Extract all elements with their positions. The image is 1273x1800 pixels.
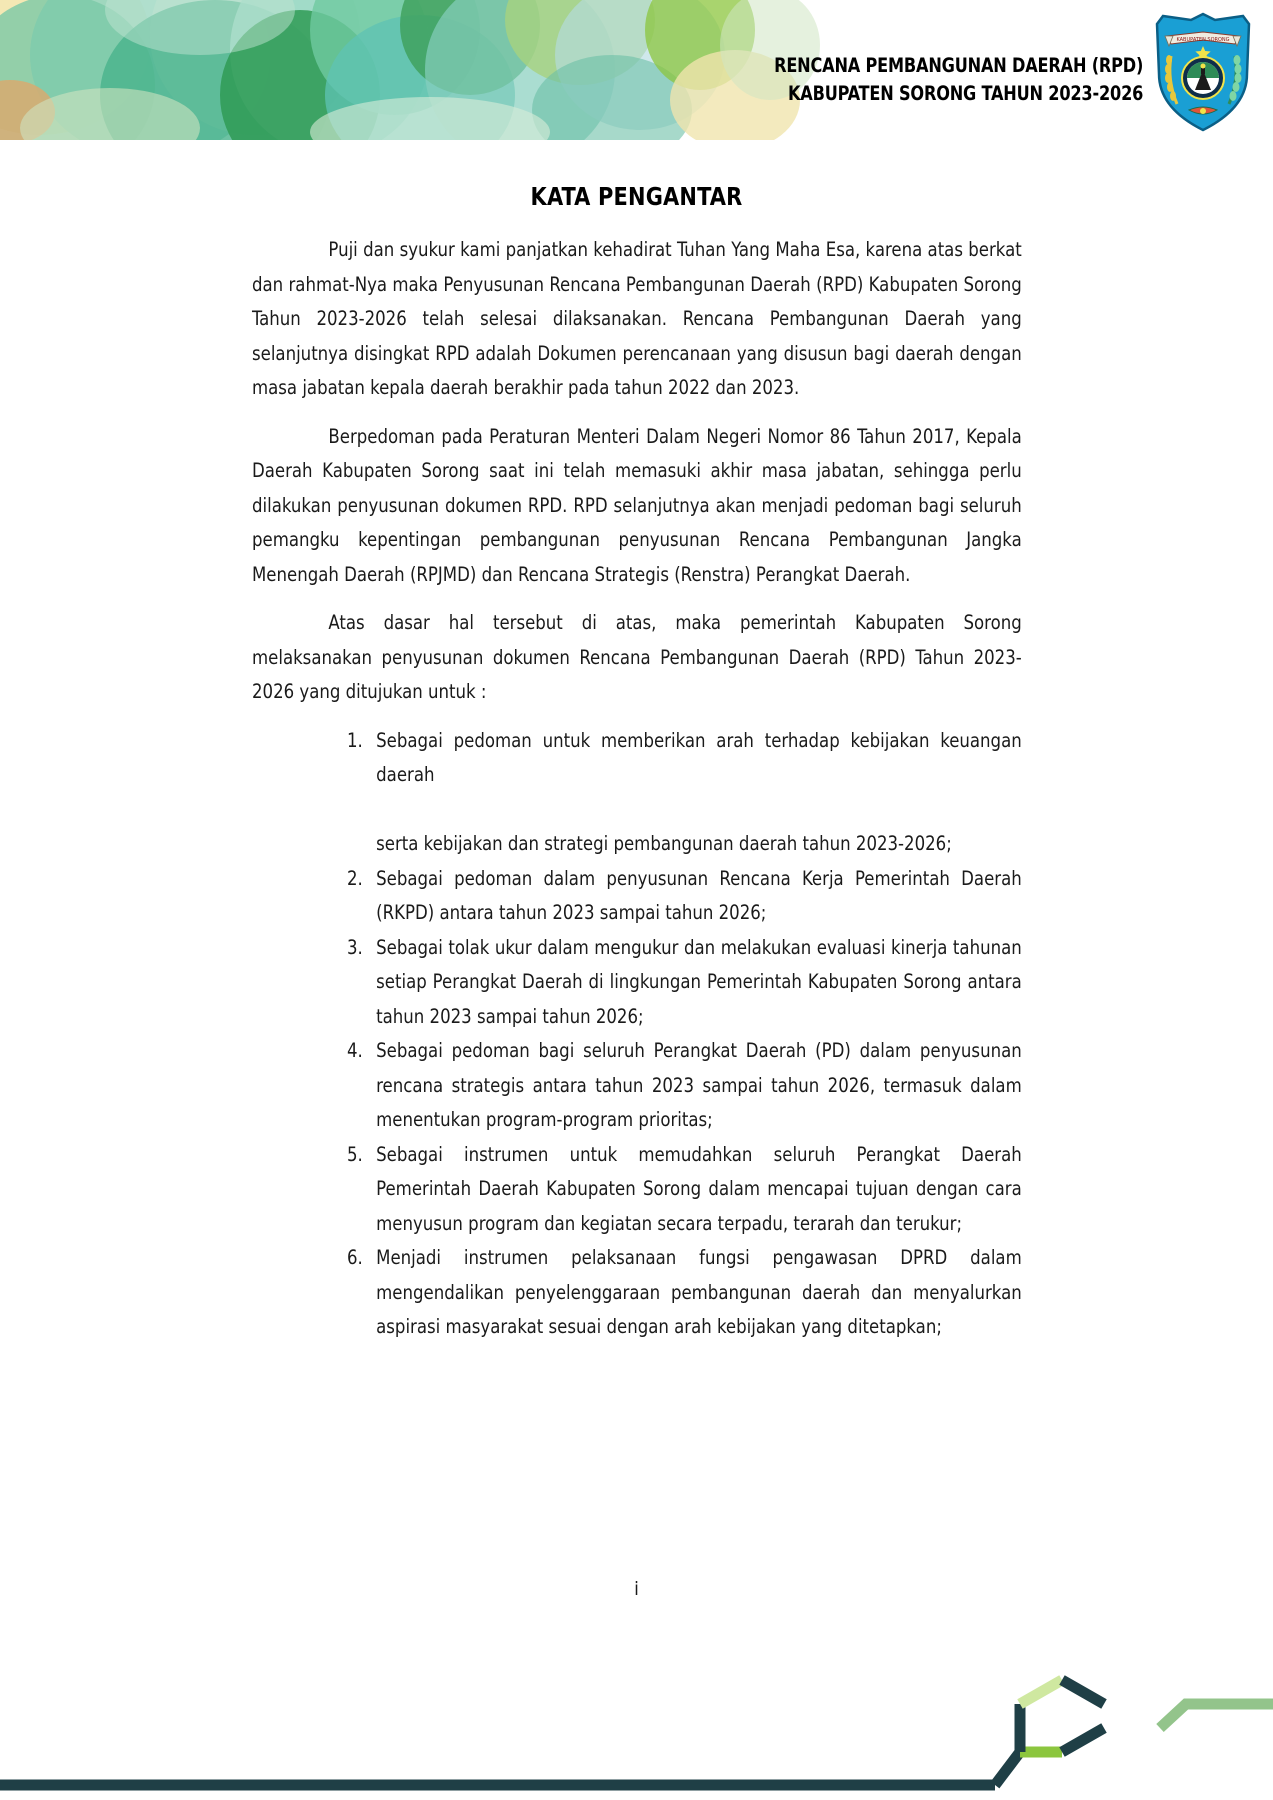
list-item-text: Sebagai pedoman bagi seluruh Perangkat Daerah (PD) dalam penyusunan rencana strategis antara tahun 2023 sampai tahun 2026, termasuk dalam menentukan program-program prioritas; bbox=[375, 1039, 1022, 1131]
list-item-text: Sebagai tolak ukur dalam mengukur dan melakukan evaluasi kinerja tahunan setiap Perangkat Daerah di lingkungan Pemerintah Kabupaten Sorong antara tahun 2023 sampai tahun 2026; bbox=[375, 935, 1022, 1028]
list-item-text: Sebagai instrumen untuk memudahkan seluruh Perangkat Daerah Pemerintah Daerah Kabupaten Sorong dalam mencapai tujuan dengan cara menyusun program dan kegiatan secara terpadu, terarah dan terukur; bbox=[375, 1142, 1022, 1235]
list-item-number: 5. bbox=[346, 1142, 363, 1166]
svg-text:KABUPATEN SORONG: KABUPATEN SORONG bbox=[1176, 37, 1230, 43]
header-title-line-1: RENCANA PEMBANGUNAN DAERAH (RPD) bbox=[773, 54, 1143, 77]
footer-hexagon-icon bbox=[0, 1540, 1273, 1800]
paragraph-1: Puji dan syukur kami panjatkan kehadirat Tuhan Yang Maha Esa, karena atas berkat dan rahmat-Nya maka Penyusunan Rencana Pembangunan Daerah (RPD) Kabupaten Sorong Tahun 2023-2026 telah selesai dilaksanakan. Rencana Pembangunan Daerah yang selanjutnya disingkat RPD adalah Dokumen perencanaan yang disusun bagi daerah dengan masa jabatan kepala daerah berakhir pada tahun 2022 dan 2023. bbox=[251, 238, 1022, 399]
list-item-tail: serta kebijakan dan strategi pembangunan daerah tahun 2023-2026; bbox=[375, 832, 952, 855]
list-item bbox=[330, 1034, 1021, 1138]
list-item-text: Menjadi instrumen pelaksanaan fungsi pengawasan DPRD dalam mengendalikan penyelenggaraan pembangunan daerah dan menyalurkan aspirasi masyarakat sesuai dengan arah kebijakan yang ditetapkan; bbox=[375, 1246, 1022, 1338]
document-page-body bbox=[0, 140, 1273, 1345]
list-item-number: 1. bbox=[346, 728, 363, 752]
kabupaten-sorong-emblem-icon bbox=[1151, 12, 1255, 132]
list-item bbox=[330, 1138, 1021, 1242]
paragraph-3: Atas dasar hal tersebut di atas, maka pemerintah Kabupaten Sorong melaksanakan penyusunan dokumen Rencana Pembangunan Daerah (RPD) Tahun 2023-2026 yang ditujukan untuk : bbox=[251, 611, 1022, 703]
aims-ordered-list bbox=[252, 724, 1022, 1345]
document-text-column bbox=[252, 233, 1022, 1345]
page-header-banner bbox=[0, 0, 1273, 140]
header-title-line-2: KABUPATEN SORONG TAHUN 2023-2026 bbox=[787, 82, 1143, 106]
list-item-number: 3. bbox=[346, 935, 363, 959]
list-item-text: Sebagai pedoman untuk memberikan arah terhadap kebijakan keuangan daerah bbox=[375, 728, 1022, 786]
list-item bbox=[330, 724, 1021, 862]
header-decorative-artwork bbox=[0, 0, 840, 140]
paragraph-2: Berpedoman pada Peraturan Menteri Dalam Negeri Nomor 86 Tahun 2017, Kepala Daerah Kabupaten Sorong saat ini telah memasuki akhir masa jabatan, sehingga perlu dilakukan penyusunan dokumen RPD. RPD selanjutnya akan menjadi pedoman bagi seluruh pemangku kepentingan pembangunan penyusunan Rencana Pembangunan Jangka Menengah Daerah (RPJMD) dan Rencana Strategis (Renstra) Perangkat Daerah. bbox=[251, 424, 1022, 586]
page-number: i bbox=[634, 1578, 639, 1600]
list-item bbox=[330, 862, 1021, 931]
list-item-number: 4. bbox=[346, 1039, 363, 1062]
page-title: KATA PENGANTAR bbox=[530, 182, 743, 211]
footer-decorative-graphic bbox=[0, 1540, 1273, 1800]
list-item-text: Sebagai pedoman dalam penyusunan Rencana Kerja Pemerintah Daerah (RKPD) antara tahun 2023 sampai tahun 2026; bbox=[375, 866, 1022, 924]
header-title-block bbox=[742, 52, 1143, 109]
header-blob-graphic bbox=[0, 0, 840, 140]
list-item bbox=[330, 1241, 1021, 1345]
list-item-number: 2. bbox=[346, 866, 363, 890]
list-item-number: 6. bbox=[346, 1246, 363, 1269]
list-item bbox=[330, 931, 1021, 1035]
